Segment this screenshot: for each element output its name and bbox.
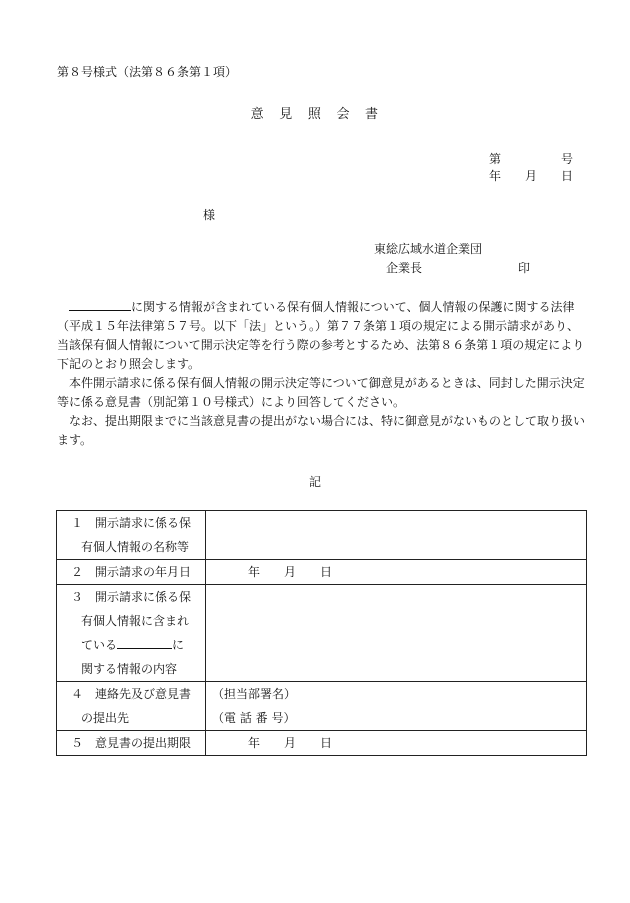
paragraph-2: 本件開示請求に係る保有個人情報の開示決定等について御意見があるときは、同封した開示決定等に係る意見書（別記第１０号様式）により回答してください。 bbox=[57, 376, 585, 409]
paragraph-1 bbox=[57, 298, 587, 374]
row3-label-line1: ３ 開示請求に係る保 bbox=[71, 590, 192, 604]
row3-label-line3b: に bbox=[172, 638, 185, 652]
document-number: 第 号 bbox=[489, 152, 574, 166]
row1-value[interactable] bbox=[206, 511, 587, 560]
row1-label bbox=[57, 511, 206, 560]
table-row bbox=[57, 511, 587, 560]
row3-label-line3a: ている bbox=[81, 638, 118, 652]
paragraph-3: なお、提出期限までに当該意見書の提出がない場合には、特に御意見がないものとして取り扱います。 bbox=[57, 414, 586, 447]
row3-label-line4: 関する情報の内容 bbox=[81, 662, 178, 676]
blank-line bbox=[117, 638, 172, 649]
blank-line bbox=[69, 300, 131, 311]
row4-label-line2: の提出先 bbox=[81, 711, 130, 725]
row4-phone: （電 話 番 号） bbox=[212, 711, 296, 725]
table-row bbox=[57, 731, 587, 756]
form-number: 第８号様式（法第８６条第１項） bbox=[57, 65, 238, 79]
row2-label-text: ２ 開示請求の年月日 bbox=[71, 565, 192, 579]
detail-table bbox=[56, 510, 587, 756]
body-text bbox=[57, 298, 587, 450]
table-row bbox=[57, 682, 587, 731]
row2-label bbox=[57, 560, 206, 585]
document-date: 年 月 日 bbox=[489, 169, 574, 183]
document-title: 意 見 照 会 書 bbox=[250, 107, 380, 122]
row4-department: （担当部署名） bbox=[212, 687, 297, 701]
row1-label-line2: 有個人情報の名称等 bbox=[81, 540, 190, 554]
row5-date: 年 月 日 bbox=[248, 736, 333, 750]
row2-value[interactable] bbox=[206, 560, 587, 585]
table-row bbox=[57, 560, 587, 585]
addressee: 様 bbox=[203, 208, 216, 222]
table-row bbox=[57, 585, 587, 682]
row5-label-text: ５ 意見書の提出期限 bbox=[71, 736, 192, 750]
row3-value[interactable] bbox=[206, 585, 587, 682]
row4-label bbox=[57, 682, 206, 731]
row4-label-line1: ４ 連絡先及び意見書 bbox=[71, 687, 192, 701]
head-seal-line: 企業長 印 bbox=[386, 261, 531, 275]
row3-label-line3 bbox=[57, 633, 205, 657]
organization-name: 東総広域水道企業団 bbox=[374, 242, 483, 256]
row3-label-line2: 有個人情報に含まれ bbox=[81, 614, 190, 628]
row4-value[interactable] bbox=[206, 682, 587, 731]
paragraph-1-text: に関する情報が含まれている保有個人情報について、個人情報の保護に関する法律（平成１５年法律第５７号。以下「法」という。）第７７条第１項の規定による開示請求があり、当該保有個人情報について開示決定等を行う際の参考とするため、法第８６条第１項の規定により下記のとおり照会します。 bbox=[57, 300, 585, 371]
row2-date: 年 月 日 bbox=[248, 565, 333, 579]
ki-heading: 記 bbox=[308, 475, 321, 489]
row5-value[interactable] bbox=[206, 731, 587, 756]
row5-label bbox=[57, 731, 206, 756]
row3-label bbox=[57, 585, 206, 682]
row1-label-line1: １ 開示請求に係る保 bbox=[71, 516, 192, 530]
